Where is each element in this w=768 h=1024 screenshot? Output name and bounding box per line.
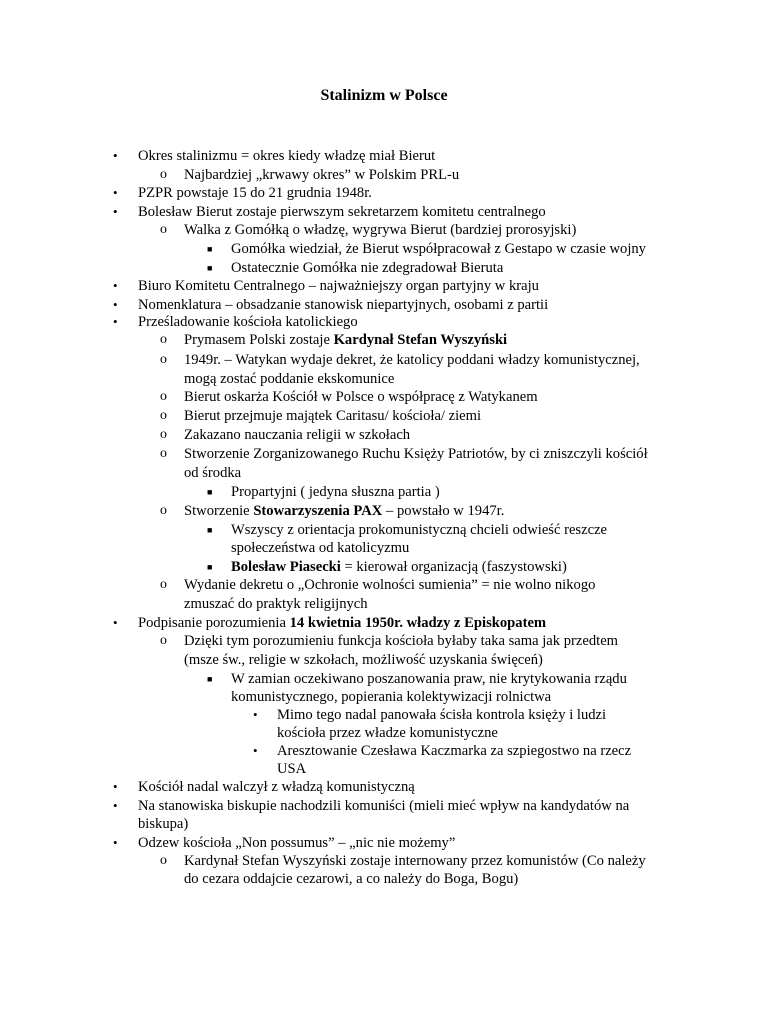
list-item-text: kościoła przez władze komunistyczne xyxy=(277,724,498,741)
list-item-text xyxy=(138,614,546,633)
bullet-marker-icon: o xyxy=(160,446,167,461)
bullet-marker-icon: o xyxy=(160,166,167,182)
bullet-marker-icon: • xyxy=(113,779,118,794)
bullet-marker-icon: ■ xyxy=(207,673,213,684)
list-item-text-part: Prymasem Polski zostaje xyxy=(184,332,334,348)
bullet-marker-icon: • xyxy=(113,296,118,312)
list-item-text: Wszyscy z orientacja prokomunistyczną chcieli odwieść reszcze xyxy=(231,521,608,538)
list-item-text: Propartyjni ( jedyna słuszna partia ) xyxy=(231,484,440,500)
bullet-marker-icon: ■ xyxy=(207,262,213,273)
list-item-text: 1949r. – Watykan wydaje dekret, że katolicy poddani władzy komunistycznej, xyxy=(184,351,640,368)
list-item-text: Walka z Gomółką o władzę, wygrywa Bierut (bardziej prorosyjski) xyxy=(184,222,577,238)
list-item-text: mogą zostać poddanie ekskomunice xyxy=(184,370,395,387)
list-item-text: Nomenklatura – obsadzanie stanowisk niepartyjnych, osobami z partii xyxy=(138,296,549,313)
bullet-marker-icon: o xyxy=(160,332,167,347)
list-item-text: Na stanowiska biskupie nachodzili komuniści (mieli mieć wpływ na kandydatów na xyxy=(138,797,630,814)
bullet-marker-icon: o xyxy=(160,502,167,518)
bullet-marker-icon: o xyxy=(160,577,167,592)
list-item-text-part: = kierował organizacją (faszystowski) xyxy=(340,558,567,575)
list-item-text: Wydanie dekretu o „Ochronie wolności sumienia” = nie wolno nikogo xyxy=(184,577,596,593)
bullet-marker-icon: o xyxy=(160,408,167,423)
bullet-marker-icon: • xyxy=(113,614,118,630)
list-item-text: PZPR powstaje 15 do 21 grudnia 1948r. xyxy=(138,185,372,201)
list-item-text: Ostatecznie Gomółka nie zdegradował Bieruta xyxy=(231,259,504,276)
bullet-marker-icon: o xyxy=(160,389,167,404)
list-item-text: Aresztowanie Czesława Kaczmarka za szpiegostwo na rzecz xyxy=(277,743,632,759)
list-item-text: zmuszać do praktyk religijnych xyxy=(184,596,368,612)
bullet-marker-icon: o xyxy=(160,222,167,237)
list-item-text: biskupa) xyxy=(138,816,189,832)
bullet-marker-icon: • xyxy=(113,203,118,219)
bullet-marker-icon: • xyxy=(253,706,258,722)
list-item-text: od środka xyxy=(184,465,242,481)
bullet-marker-icon: • xyxy=(113,314,118,329)
list-item-text: Biuro Komitetu Centralnego – najważniejszy organ partyjny w kraju xyxy=(138,278,539,294)
list-item-text: Bolesław Bierut zostaje pierwszym sekretarzem komitetu centralnego xyxy=(138,203,546,220)
bullet-marker-icon: • xyxy=(253,743,258,758)
bullet-marker-icon: ■ xyxy=(207,561,213,572)
list-item-text-part: Stworzenie xyxy=(184,502,254,519)
bullet-marker-icon: ■ xyxy=(207,487,213,497)
list-item-text: Prześladowanie kościoła katolickiego xyxy=(138,314,358,330)
list-item-text xyxy=(184,331,507,350)
list-item-text: Gomółka wiedział, że Bierut współpracował z Gestapo w czasie wojny xyxy=(231,241,646,257)
list-item-text xyxy=(184,502,504,521)
bullet-marker-icon: • xyxy=(113,148,118,163)
list-item-text: Bierut oskarża Kościół w Polsce o współpracę z Watykanem xyxy=(184,389,538,405)
document-title: Stalinizm w Polsce xyxy=(320,87,448,104)
list-item-text: Bierut przejmuje majątek Caritasu/ kościoła/ ziemi xyxy=(184,408,482,424)
list-item-text-part: – powstało w 1947r. xyxy=(382,502,505,519)
list-item-text: Stworzenie Zorganizowanego Ruchu Księży Patriotów, by ci zniszczyli kościół xyxy=(184,446,648,462)
bullet-marker-icon: o xyxy=(160,351,167,367)
list-item-bold-text: Bolesław Piasecki xyxy=(231,558,341,575)
list-item-text xyxy=(231,558,567,577)
list-item-text: Okres stalinizmu = okres kiedy władzę miał Bierut xyxy=(138,148,436,164)
list-item-text: USA xyxy=(277,761,307,777)
bullet-marker-icon: ■ xyxy=(207,244,213,254)
list-item-text-part: Podpisanie porozumienia xyxy=(138,614,290,631)
list-item-text: Kardynał Stefan Wyszyński zostaje internowany przez komunistów (Co należy xyxy=(184,853,646,869)
list-item-bold-text: Stowarzyszenia PAX xyxy=(253,502,383,519)
bullet-marker-icon: o xyxy=(160,427,167,442)
list-item-text: (msze św., religie w szkołach, możliwość uzyskania święceń) xyxy=(184,652,543,668)
list-item-bold-text: 14 kwietnia 1950r. władzy z Episkopatem xyxy=(289,614,547,631)
bullet-marker-icon: • xyxy=(113,797,118,813)
list-item-text: Zakazano nauczania religii w szkołach xyxy=(184,427,411,443)
bullet-marker-icon: o xyxy=(160,853,167,868)
list-item-text: W zamian oczekiwano poszanowania praw, nie krytykowania rządu xyxy=(231,670,627,687)
list-item-text: Najbardziej „krwawy okres” w Polskim PRL-u xyxy=(184,166,460,183)
list-item-text: do cezara oddajcie cezarowi, a co należy do Boga, Bogu) xyxy=(184,871,519,887)
bullet-marker-icon: • xyxy=(113,185,118,200)
list-item-text: Dzięki tym porozumieniu funkcja kościoła byłaby taka sama jak przedtem xyxy=(184,633,619,649)
list-item-text: komunistycznego, popierania kolektywizacji rolnictwa xyxy=(231,688,552,705)
bullet-marker-icon: ■ xyxy=(207,524,213,535)
list-item-text: Mimo tego nadal panowała ścisła kontrola księży i ludzi xyxy=(277,706,607,723)
list-item-text: społeczeństwa od katolicyzmu xyxy=(231,540,410,556)
bullet-marker-icon: o xyxy=(160,633,167,648)
list-item-bold-text: Kardynał Stefan Wyszyński xyxy=(333,332,508,348)
bullet-marker-icon: • xyxy=(113,278,118,293)
list-item-text: Kościół nadal walczył z władzą komunistyczną xyxy=(138,779,415,795)
list-item-text: Odzew kościoła „Non possumus” – „nic nie możemy” xyxy=(138,834,456,851)
bullet-marker-icon: • xyxy=(113,834,118,850)
